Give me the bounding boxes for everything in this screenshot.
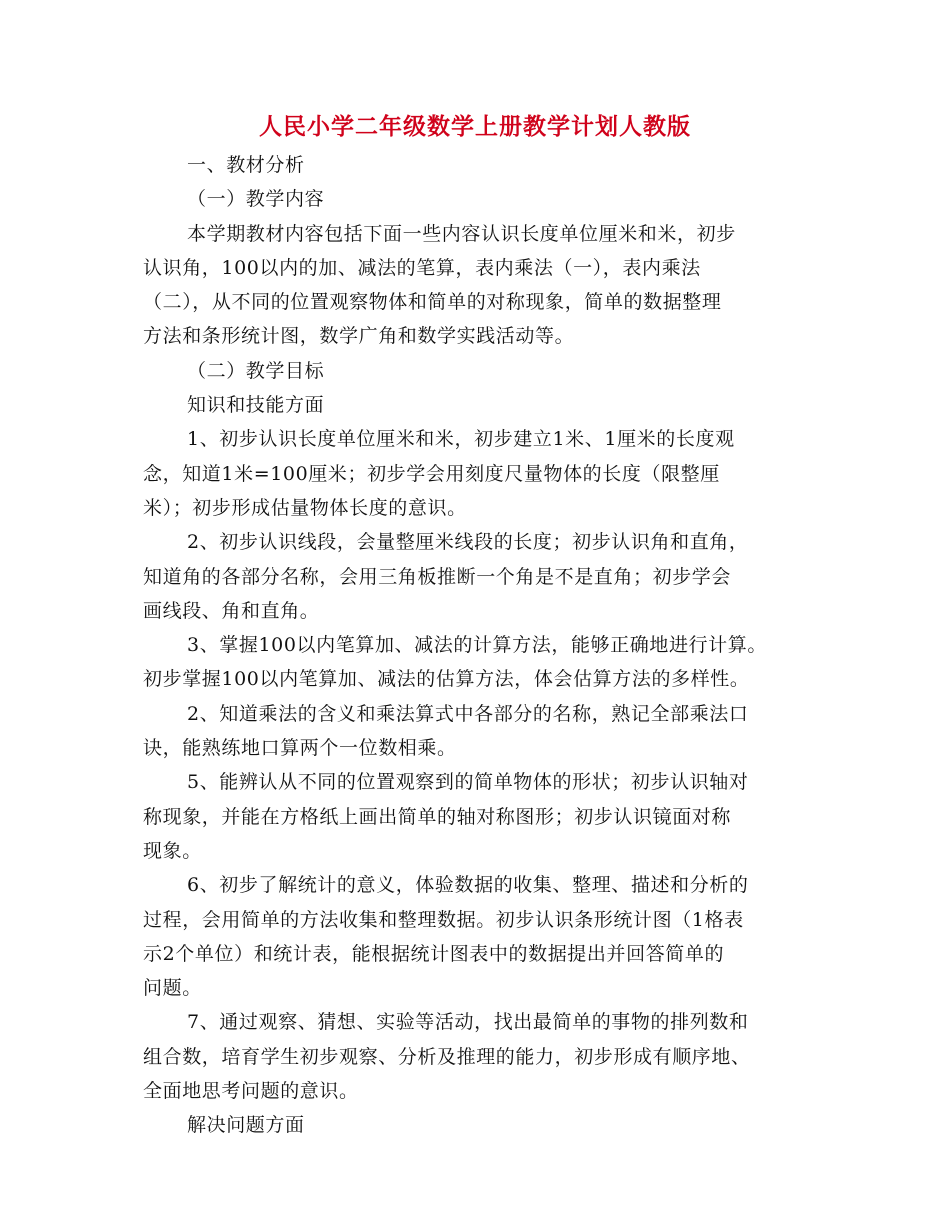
paragraph-line: 1、初步认识长度单位厘米和米，初步建立1米、1厘米的长度观: [187, 428, 735, 451]
subsection-heading: （二）教学目标: [187, 359, 325, 382]
paragraph-line: 过程，会用简单的方法收集和整理数据。初步认识条形统计图（1格表: [143, 908, 744, 931]
paragraph-line: 2、知道乘法的含义和乘法算式中各部分的名称，熟记全部乘法口: [187, 702, 749, 725]
paragraph-line: 组合数，培育学生初步观察、分析及推理的能力，初步形成有顺序地、: [143, 1045, 751, 1068]
paragraph-line: 称现象，并能在方格纸上画出简单的轴对称图形；初步认识镜面对称: [143, 805, 732, 828]
paragraph-line: 示2个单位）和统计表，能根据统计图表中的数据提出并回答简单的: [143, 942, 725, 965]
paragraph-line: 6、初步了解统计的意义，体验数据的收集、整理、描述和分析的: [187, 874, 749, 897]
paragraph-line: 5、能辨认从不同的位置观察到的简单物体的形状；初步认识轴对: [187, 771, 749, 794]
paragraph-line: 方法和条形统计图，数学广角和数学实践活动等。: [143, 325, 575, 348]
subsection-heading: 解决问题方面: [187, 1114, 305, 1137]
paragraph-line: 3、掌握100以内笔算加、减法的计算方法，能够正确地进行计算。: [187, 634, 767, 657]
paragraph-line: 知道角的各部分名称，会用三角板推断一个角是不是直角；初步学会: [143, 565, 732, 588]
document-body: [143, 148, 823, 1143]
paragraph-line: 问题。: [143, 977, 202, 1000]
section-heading: 一、教材分析: [187, 154, 305, 176]
paragraph-line: 画线段、角和直角。: [143, 599, 320, 622]
paragraph-line: 全面地思考问题的意识。: [143, 1080, 359, 1103]
paragraph-line: 初步掌握100以内笔算加、减法的估算方法，体会估算方法的多样性。: [143, 668, 750, 691]
paragraph-line: 7、通过观察、猜想、实验等活动，找出最简单的事物的排列数和: [187, 1011, 749, 1034]
subsection-heading: （一）教学内容: [187, 188, 325, 211]
paragraph-line: 米）；初步形成估量物体长度的意识。: [143, 496, 467, 519]
paragraph-line: 现象。: [143, 839, 202, 862]
subsection-heading: 知识和技能方面: [187, 394, 325, 417]
paragraph-line: 本学期教材内容包括下面一些内容认识长度单位厘米和米，初步: [187, 222, 736, 245]
paragraph-line: 认识角，100以内的加、减法的笔算，表内乘法（一），表内乘法: [143, 256, 701, 279]
document-title: 人民小学二年级数学上册教学计划人教版: [259, 113, 691, 140]
paragraph-line: 诀，能熟练地口算两个一位数相乘。: [143, 737, 457, 760]
paragraph-line: （二），从不同的位置观察物体和简单的对称现象，简单的数据整理: [143, 291, 722, 314]
paragraph-line: 2、初步认识线段，会量整厘米线段的长度；初步认识角和直角，: [187, 531, 749, 554]
paragraph-line: 念，知道1米=100厘米；初步学会用刻度尺量物体的长度（限整厘: [143, 462, 720, 485]
